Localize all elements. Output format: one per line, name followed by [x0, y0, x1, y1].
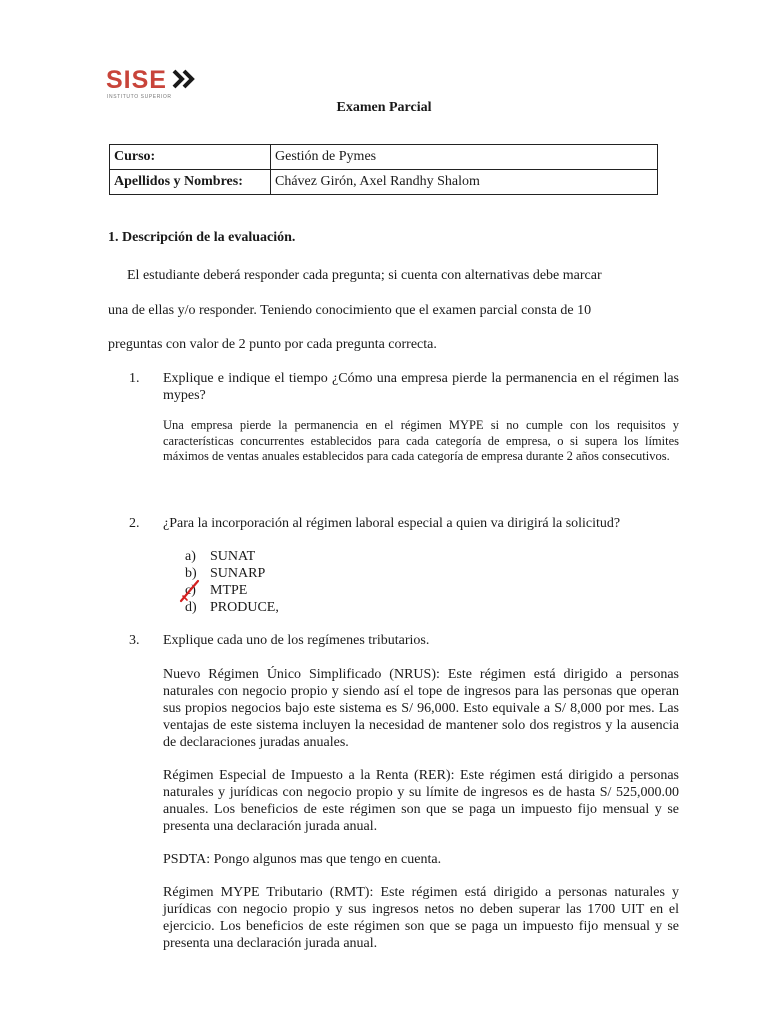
option-letter: d) — [185, 600, 197, 615]
question-3-text: Explique cada uno de los regímenes tributarios. — [163, 633, 430, 648]
intro-line-2: una de ellas y/o responder. Teniendo conocimiento que el examen parcial consta de 10 — [108, 303, 592, 318]
table-row — [110, 145, 658, 170]
section-heading: 1. Descripción de la evaluación. — [108, 230, 296, 245]
option-a[interactable] — [185, 548, 279, 565]
name-value: Chávez Girón, Axel Randhy Shalom — [271, 170, 658, 195]
course-label: Curso: — [110, 145, 271, 170]
question-3-number: 3. — [129, 633, 140, 648]
question-1-answer: Una empresa pierde la permanencia en el régimen MYPE si no cumple con los requisitos y características concurrentes establecidos para cada categoría de empresa, o si supera los límites máximos de ventas anuales establecidos para cada categoría de empresa durante 2 años consecutivos. — [163, 418, 679, 463]
logo-text: SISE — [106, 66, 167, 94]
option-text: SUNARP — [210, 566, 266, 581]
option-letter: b) — [185, 566, 197, 581]
option-letter: c) — [185, 583, 196, 598]
question-2-text: ¿Para la incorporación al régimen laboral especial a quien va dirigirá la solicitud? — [163, 516, 621, 531]
intro-line-1: El estudiante deberá responder cada pregunta; si cuenta con alternativas debe marcar — [127, 268, 602, 283]
sise-logo — [106, 66, 216, 102]
chevron-right-icon — [172, 69, 196, 89]
nrus-paragraph: Nuevo Régimen Único Simplificado (NRUS): Este régimen está dirigido a personas naturales con negocio propio y siendo así el tope de ingresos para las personas que operan sus propios negocios bajo este sistema es S/ 96,000. Esto equivale a S/ 8,000 por mes. Las ventajas de este sistema incluyen la necesidad de mantener solo dos registros y la ausencia de declaraciones juradas anuales. — [163, 667, 679, 750]
option-text: PRODUCE, — [210, 600, 279, 615]
option-text: SUNAT — [210, 549, 256, 564]
selected-answer-checkmark-icon — [178, 578, 202, 604]
option-letter: a) — [185, 549, 196, 564]
logo-subtitle: INSTITUTO SUPERIOR — [107, 94, 172, 100]
option-text: MTPE — [210, 583, 248, 598]
page-title: Examen Parcial — [336, 100, 432, 115]
question-1-number: 1. — [129, 371, 140, 386]
rmt-paragraph: Régimen MYPE Tributario (RMT): Este régimen está dirigido a personas naturales y jurídicas con negocio propio y sus ingresos netos no deben superar las 1700 UIT en el ejercicio. Los beneficios de este régimen son que se paga un impuesto fijo mensual y se presenta una declaración jurada anual. — [163, 885, 679, 951]
info-table — [109, 144, 658, 195]
table-row — [110, 170, 658, 195]
question-1-text: Explique e indique el tiempo ¿Cómo una empresa pierde la permanencia en el régimen las mypes? — [163, 371, 679, 403]
psdta-note: PSDTA: Pongo algunos mas que tengo en cuenta. — [163, 852, 442, 867]
intro-line-3: preguntas con valor de 2 punto por cada pregunta correcta. — [108, 337, 437, 352]
question-2-number: 2. — [129, 516, 140, 531]
name-label: Apellidos y Nombres: — [110, 170, 271, 195]
rer-paragraph: Régimen Especial de Impuesto a la Renta (RER): Este régimen está dirigido a personas naturales y jurídicas con negocio propio y su límite de ingresos es de hasta S/ 525,000.00 anuales. Los beneficios de este régimen son que se paga un impuesto fijo mensual y se presenta una declaración jurada anual. — [163, 768, 679, 834]
course-value: Gestión de Pymes — [271, 145, 658, 170]
